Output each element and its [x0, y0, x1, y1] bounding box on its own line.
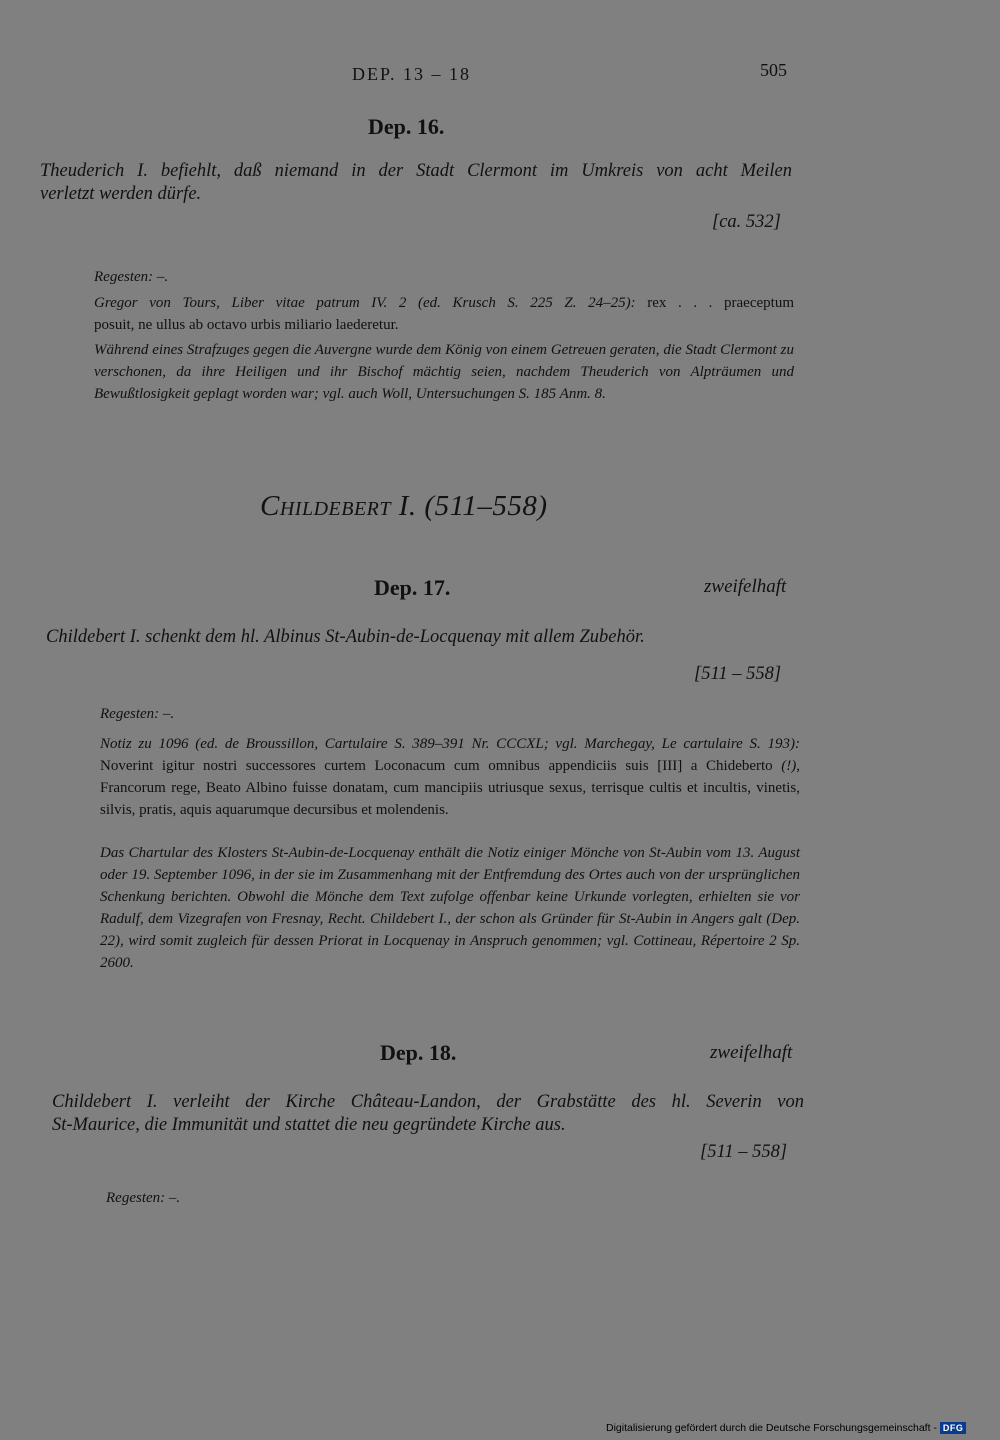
chapter-title-rest: I. (511–558): [391, 490, 548, 522]
dep16-date: [ca. 532]: [712, 212, 781, 232]
page-number: 505: [760, 60, 787, 80]
dep16-source-quote-b: posuit, ne ullus ab octavo urbis miliario laederetur.: [94, 317, 399, 334]
dep16-summary-line1: Theuderich I. befiehlt, daß niemand in der Stadt Clermont im Umkreis von acht Meilen: [40, 161, 792, 181]
dep17-regesten: Regesten: –.: [100, 706, 175, 722]
dep17-date: [511 – 558]: [694, 664, 782, 684]
dep17-summary: Childebert I. schenkt dem hl. Albinus St-Aubin-de-Locquenay mit allem Zubehör.: [46, 627, 645, 647]
running-head: DEP. 13 – 18: [352, 64, 472, 84]
dep18-summary: [52, 1091, 804, 1137]
dep16-commentary: Während eines Strafzuges gegen die Auvergne wurde dem König von einem Getreuen geraten, die Stadt Clermont zu verschonen, da ihre Heiligen und ihr Bischof mächtig seien, nachdem Theuderich von Alpträumen und Bewußtlosigkeit geplagt worden war; vgl. auch Woll, Untersuchungen S. 185 Anm. 8.: [94, 342, 794, 403]
dep16-source-quote-a: rex . . . praeceptum: [635, 295, 794, 311]
dep17-source-sic: (!): [781, 758, 797, 775]
dep16-source-line1: [94, 292, 794, 314]
chapter-title-name: Childebert: [260, 490, 392, 522]
dep17-heading: Dep. 17.: [374, 575, 451, 600]
dep18-date: [511 – 558]: [700, 1142, 788, 1162]
dep18-heading: Dep. 18.: [380, 1040, 457, 1065]
dep17-source-ref: Notiz zu 1096 (ed. de Broussillon, Cartulaire S. 389–391 Nr. CCCXL; vgl. Marchegay, Le cartulaire S. 193):: [100, 736, 800, 752]
dep17-source-quote-2: , Francorum rege, Beato Albino fuisse donatam, cum mancipiis utriusque sexus, terrisque cultis et incultis, vinetis, silvis, pratis, aquis aquarumque decursibus et molendenis.: [100, 758, 800, 819]
dep17-source-quote-1: Noverint igitur nostri successores curtem Loconacum cum omnibus appendiciis suis [III] a Chideberto: [100, 758, 782, 775]
dep16-source: [94, 292, 794, 336]
footer-credit: [606, 1422, 966, 1434]
dep16-summary: [40, 160, 792, 206]
dep16-regesten: Regesten: –.: [94, 269, 169, 285]
chapter-title: [260, 490, 548, 523]
dep16-source-ref: Gregor von Tours, Liber vitae patrum IV. 2 (ed. Krusch S. 225 Z. 24–25):: [94, 295, 636, 311]
dep17-source: [100, 733, 800, 821]
dfg-logo-icon: DFG: [940, 1422, 967, 1434]
dep17-commentary: Das Chartular des Klosters St-Aubin-de-Locquenay enthält die Notiz einiger Mönche von St-Aubin vom 13. August oder 19. September 1096, in der sie im Zusammenhang mit der Entfremdung des Ortes auch von der ursprünglichen Schenkung berichten. Obwohl die Mönche dem Text zufolge offenbar keine Urkunde vorlegten, erhielten sie vor Radulf, dem Vizegrafen von Fresnay, Recht. Childebert I., der schon als Gründer für St-Aubin in Angers galt (Dep. 22), wird somit zugleich für dessen Priorat in Locquenay in Anspruch genommen; vgl. Cottineau, Répertoire 2 Sp. 2600.: [100, 845, 800, 972]
dep18-regesten: Regesten: –.: [106, 1190, 181, 1206]
dep16-summary-line2: verletzt werden dürfe.: [40, 184, 202, 205]
dep18-note: zweifelhaft: [710, 1042, 793, 1063]
dep16-heading: Dep. 16.: [368, 114, 445, 139]
footer-text: Digitalisierung gefördert durch die Deutsche Forschungsgemeinschaft -: [606, 1422, 937, 1434]
dep17-note: zweifelhaft: [704, 576, 787, 597]
dep18-summary-line2: St-Maurice, die Immunität und stattet die neu gegründete Kirche aus.: [52, 1115, 566, 1136]
dep18-summary-line1: Childebert I. verleiht der Kirche Château-Landon, der Grabstätte des hl. Severin von: [52, 1092, 804, 1112]
